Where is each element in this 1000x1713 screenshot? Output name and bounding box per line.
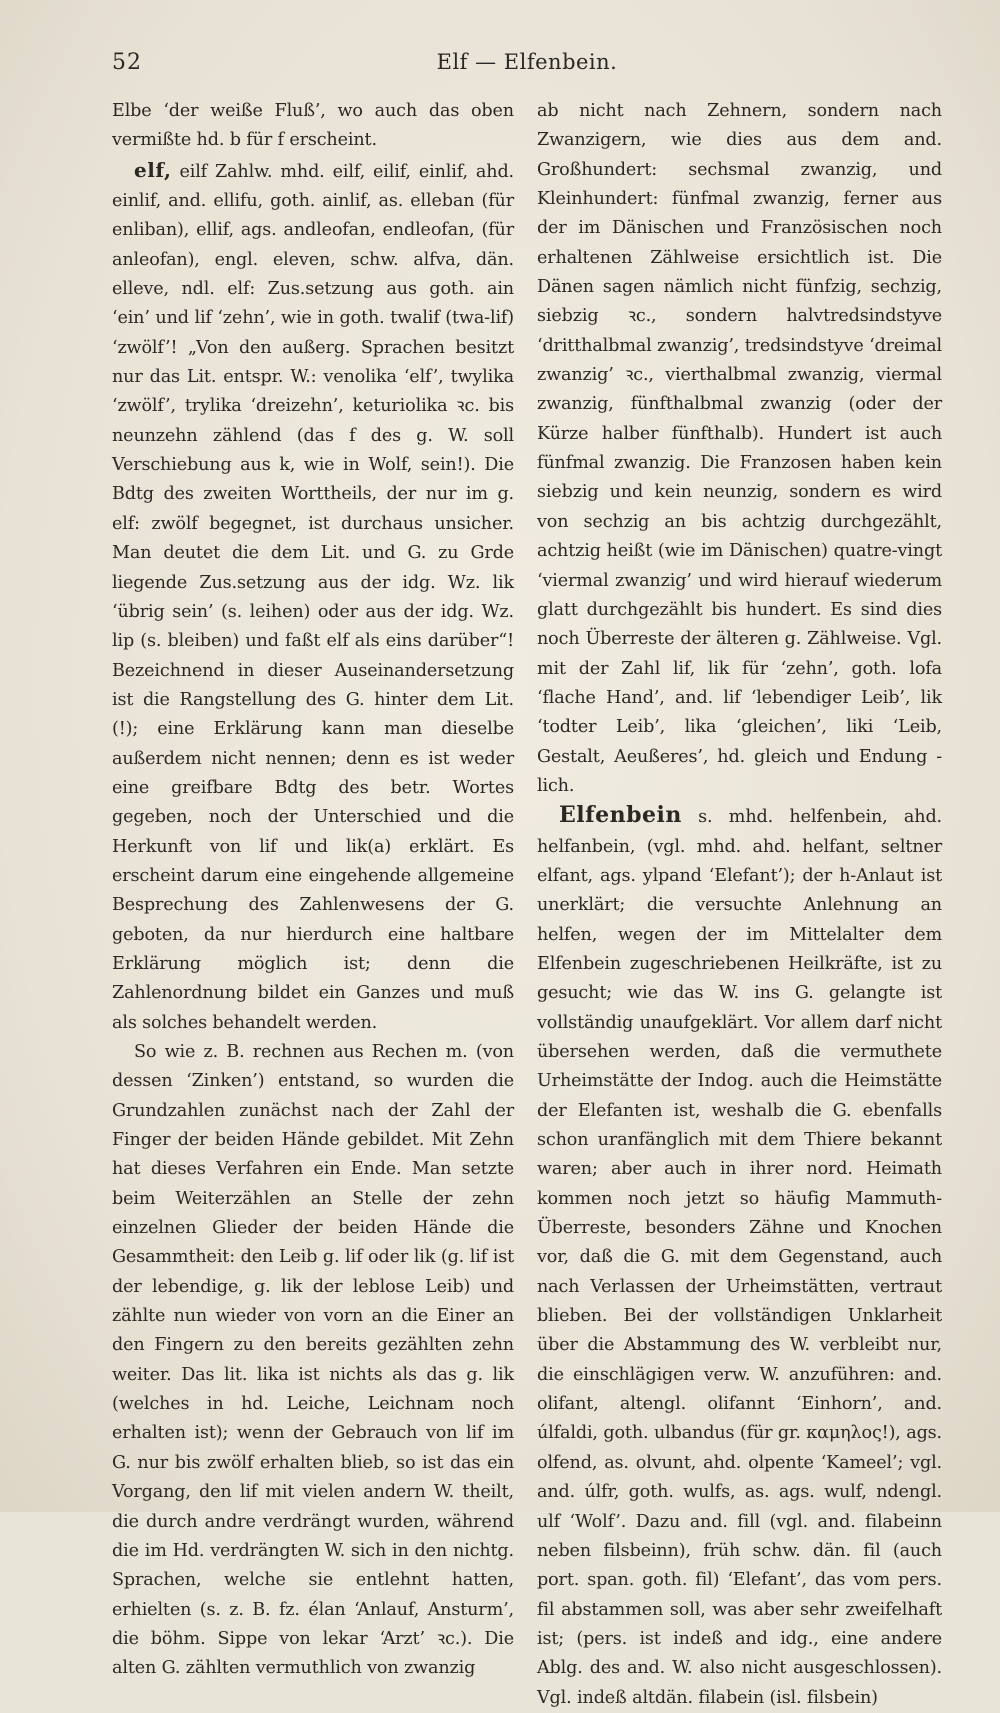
entry-elf-paragraph-2: So wie z. B. rechnen aus Rechen m. (von dessen ‘Zinken’) entstand, so wurden die Grundzahlen zunächst nach der Zahl der Finger der beiden Hände gebildet. Mit Zehn hat dieses Verfahren ein Ende. Man setzte beim Weiterzählen an Stelle der zehn einzelnen Glieder der beiden Hände die Gesammtheit: den Leib g. lif oder lik (g. lif ist der lebendige, g. lik der leblose Leib) und zählte nun wieder von vorn an die Einer an den Fingern zu den bereits gezählten zehn weiter. Das lit. lika ist nichts als das g. lik (welches in hd. Leiche, Leichnam noch erhalten ist); wenn der Gebrauch von lif im G. nur bis zwölf erhalten blieb, so ist das ein Vorgang, den lif mit vielen andern W. theilt, die durch andre verdrängt wurden, während die im Hd. verdrängten W. sich in den nichtg. Sprachen, welche sie entlehnt hatten, erhielten (s. z. B. fz. élan ‘Anlauf, Ansturm’, die böhm. Sippe von lekar ‘Arzt’ ꝛc.). Die alten G. zählten vermuthlich von zwanzig [112, 1042, 514, 1679]
left-column [112, 97, 514, 1679]
headword-elf: elf, [134, 157, 172, 182]
entry-continuation: Elbe ‘der weiße Fluß’, wo auch das oben vermißte hd. b für f erscheint. [112, 101, 514, 151]
entry-elf-text: eilf Zahlw. mhd. eilf, eilif, einlif, ahd. einlif, and. ellifu, goth. ainlif, as. elleban (für enliban), ellif, ags. andleofan, endleofan, (für anleofan), engl. eleven, schw. alfva, dän. elleve, ndl. elf: Zus.setzung aus goth. ain ‘ein’ und lif ‘zehn’, wie in goth. twalif (twa-lif) ‘zwölf’! „Von den außerg. Sprachen besitzt nur das Lit. entspr. W.: venolika ‘elf’, twylika ‘zwölf’, trylika ‘dreizehn’, keturiolika ꝛc. bis neunzehn zählend (das f des g. W. soll Verschiebung aus k, wie in Wolf, sein!). Die Bdtg des zweiten Worttheils, der nur im g. elf: zwölf begegnet, ist durchaus unsicher. Man deutet die dem Lit. und G. zu Grde liegende Zus.setzung aus der idg. Wz. lik ‘übrig sein’ (s. leihen) oder aus der idg. Wz. lip (s. bleiben) und faßt elf als eins darüber“! Bezeichnend in dieser Auseinandersetzung ist die Rangstellung des G. hinter dem Lit. (!); eine Erklärung kann man dieselbe außerdem nicht nennen; denn es ist weder eine greifbare Bdtg des betr. Wortes gegeben, noch der Unterschied und die Herkunft von lif und lik(a) erklärt. Es erscheint darum eine eingehende allgemeine Besprechung des Zahlenwesens der G. geboten, da nur hierdurch eine haltbare Erklärung möglich ist; denn die Zahlenordnung bildet ein Ganzes und muß als solches behandelt werden. [112, 161, 514, 1033]
entry-elfenbein [537, 801, 942, 1713]
entry-elf-continuation: ab nicht nach Zehnern, sondern nach Zwanzigern, wie dies aus dem and. Großhundert: sechsmal zwanzig, und Kleinhundert: fünfmal zwanzig, ferner aus der im Dänischen und Französischen noch erhaltenen Zählweise ersichtlich ist. Die Dänen sagen nämlich nicht fünfzig, sechzig, siebzig ꝛc., sondern halvtredsindstyve ‘dritthalbmal zwanzig’, tredsindstyve ‘dreimal zwanzig’ ꝛc., vierthalbmal zwanzig, viermal zwanzig, fünfthalbmal zwanzig (oder der Kürze halber fünfthalb). Hundert ist auch fünfmal zwanzig. Die Franzosen haben kein siebzig und kein neunzig, sondern es wird von sechzig an bis achtzig durchgezählt, achtzig heißt (wie im Dänischen) quatre-vingt ‘viermal zwanzig’ und wird hierauf wiederum glatt durchgezählt bis hundert. Es sind dies noch Überreste der älteren g. Zählweise. Vgl. mit der Zahl lif, lik für ‘zehn’, goth. lofa ‘flache Hand’, and. lif ‘lebendiger Leib’, lik ‘todter Leib’, lika ‘gleichen’, liki ‘Leib, Gestalt, Aeußeres’, hd. gleich und Endung -lich. [537, 101, 942, 796]
running-title: Elf — Elfenbein. [436, 50, 618, 74]
entry-elf [112, 156, 514, 1038]
headword-elfenbein: Elfenbein [559, 802, 682, 829]
right-column [537, 97, 942, 1708]
entry-elfenbein-text: s. mhd. helfenbein, ahd. helfanbein, (vgl. mhd. ahd. helfant, seltner elfant, ags. ylpand ‘Elefant’); der h-Anlaut ist unerklärt; die versuchte Anlehnung an helfen, wegen der im Mittelalter dem Elfenbein zugeschriebenen Heilkräfte, ist zu gesucht; wie das W. ins G. gelangte ist vollständig unaufgeklärt. Vor allem darf nicht übersehen werden, daß die vermuthete Urheimstätte der Indog. auch die Heimstätte der Elefanten ist, weshalb die G. ebenfalls schon uranfänglich mit dem Thiere bekannt waren; aber auch in ihrer nord. Heimath kommen noch jetzt so häufig Mammuth-Überreste, besonders Zähne und Knochen vor, daß die G. mit dem Gegenstand, auch nach Verlassen der Urheimstätten, vertraut blieben. Bei der vollständigen Unklarheit über die Abstammung des W. verbleibt nur, die einschlägigen verw. W. anzuführen: and. olifant, altengl. olifannt ‘Einhorn’, and. úlfaldi, goth. ulbandus (für gr. καμηλος!), ags. olfend, as. olvunt, ahd. olpente ‘Kameel’; vgl. and. úlfr, goth. wulfs, as. ags. wulf, ndengl. ulf ‘Wolf’. Dazu and. fill (vgl. and. filabeinn neben filsbeinn), früh schw. dän. fil (auch port. span. goth. fil) ‘Elefant’, das vom pers. fil abstammen soll, was aber sehr zweifelhaft ist; (pers. ist indeß and idg., eine andere Ablg. des and. W. also nicht ausgeschlossen). Vgl. indeß altdän. filabein (isl. filsbein) [537, 807, 942, 1708]
page-number: 52 [112, 50, 142, 75]
page-header [112, 50, 942, 80]
